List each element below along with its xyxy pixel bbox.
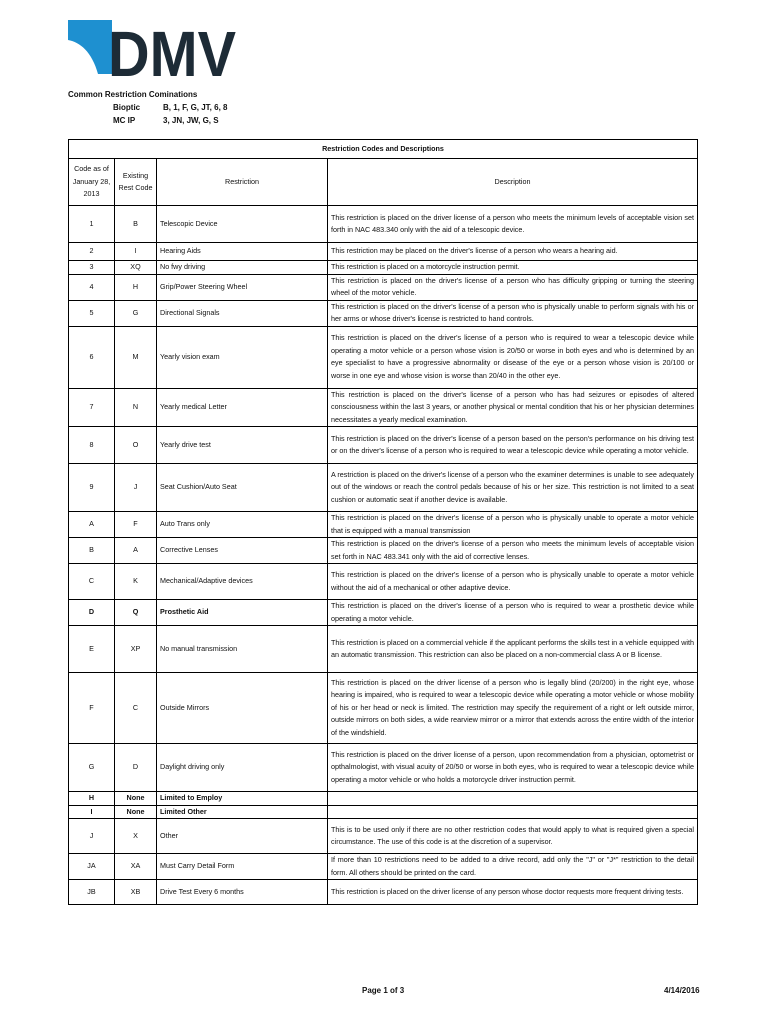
table-row <box>69 626 698 673</box>
cell-description: This restriction is placed on the driver's license of a person based on the person's performance on his driving test or on the driver's license of a person who is required to wear a telescopic device while operating a motor vehicle. <box>328 427 698 464</box>
table-row <box>69 512 698 538</box>
cell-description: If more than 10 restrictions need to be added to a drive record, add only the "J" or "J*" restriction to the detail form. All others should be printed on the card. <box>328 854 698 880</box>
cell-existing-code: K <box>115 564 157 600</box>
combination-label: Bioptic <box>113 103 141 112</box>
cell-description: This restriction is placed on a commercial vehicle if the applicant performs the skills test in a vehicle equipped with an automatic transmission. This restriction can also be placed on a non-commercial class A or B license. <box>328 626 698 673</box>
cell-description: This restriction may be placed on the driver's license of a person who wears a hearing aid. <box>328 243 698 261</box>
table-title: Restriction Codes and Descriptions <box>69 140 698 159</box>
logo-text: DMV <box>108 18 237 80</box>
cell-existing-code: O <box>115 427 157 464</box>
cell-restriction: Outside Mirrors <box>157 673 328 744</box>
cell-code: 4 <box>69 274 115 300</box>
cell-existing-code: G <box>115 300 157 326</box>
cell-existing-code: None <box>115 805 157 819</box>
cell-restriction: Directional Signals <box>157 300 328 326</box>
cell-code: 9 <box>69 464 115 512</box>
cell-description: This restriction is placed on a motorcycle instruction permit. <box>328 261 698 275</box>
header-restriction: Restriction <box>157 159 328 206</box>
table-header-row <box>69 159 698 206</box>
cell-existing-code: C <box>115 673 157 744</box>
cell-restriction: Yearly vision exam <box>157 326 328 388</box>
table-row <box>69 792 698 806</box>
table-row <box>69 854 698 880</box>
cell-restriction: Prosthetic Aid <box>157 600 328 626</box>
restriction-codes-table <box>68 139 698 905</box>
cell-restriction: Must Carry Detail Form <box>157 854 328 880</box>
cell-description: This restriction is placed on the driver license of a person, upon recommendation from a physician, optometrist or opthalmologist, with visual acuity of 20/50 or worse in both eyes, who is required to wear a telescopic device while operating a motor vehicle or who holds a motorcycle driver instruction permit. <box>328 744 698 792</box>
cell-restriction: Daylight driving only <box>157 744 328 792</box>
cell-existing-code: D <box>115 744 157 792</box>
cell-existing-code: H <box>115 274 157 300</box>
cell-description <box>328 792 698 806</box>
page-number: Page 1 of 3 <box>362 986 405 995</box>
cell-existing-code: XA <box>115 854 157 880</box>
table-row <box>69 206 698 243</box>
table-row <box>69 673 698 744</box>
cell-existing-code: F <box>115 512 157 538</box>
cell-code: F <box>69 673 115 744</box>
cell-restriction: Mechanical/Adaptive devices <box>157 564 328 600</box>
cell-description: This restriction is placed on the driver license of a person who is legally blind (20/200) in the right eye, whose hearing is impaired, who is required to wear a telescopic device while operating a motor vehicle or whose mobility of his or her head or neck is limited. The restriction may specify the requirement of a right or left outside mirror, outside mirrors on both sides, a wide rearview mirror or a mirror that extends across the entire width of the interior of the windshield. <box>328 673 698 744</box>
table-row <box>69 427 698 464</box>
logo-swoosh-icon <box>68 20 112 74</box>
cell-existing-code: Q <box>115 600 157 626</box>
cell-description: This restriction is placed on the driver's license of a person who has difficulty gripping or turning the steering wheel of the motor vehicle. <box>328 274 698 300</box>
cell-code: H <box>69 792 115 806</box>
cell-code: D <box>69 600 115 626</box>
cell-existing-code: X <box>115 819 157 854</box>
cell-existing-code: XP <box>115 626 157 673</box>
cell-code: 2 <box>69 243 115 261</box>
cell-existing-code: M <box>115 326 157 388</box>
cell-description: This restriction is placed on the driver's license of a person who is physically unable to perform signals with his or her arms or whose driver's license is restricted to hand controls. <box>328 300 698 326</box>
table-row <box>69 243 698 261</box>
cell-restriction: Yearly drive test <box>157 427 328 464</box>
table-row <box>69 388 698 427</box>
cell-restriction: Limited to Employ <box>157 792 328 806</box>
combination-value: 3, JN, JW, G, S <box>163 116 219 125</box>
header-code: Code as of January 28, 2013 <box>69 159 115 206</box>
cell-restriction: Telescopic Device <box>157 206 328 243</box>
cell-description: This restriction is placed on the driver license of a person who meets the minimum levels of acceptable vision set forth in NAC 483.340 only with the aid of a telescopic device. <box>328 206 698 243</box>
cell-code: I <box>69 805 115 819</box>
combination-label: MC IP <box>113 116 136 125</box>
cell-description: This restriction is placed on the driver's license of a person who is required to wear a prosthetic device while operating a motor vehicle. <box>328 600 698 626</box>
cell-restriction: Corrective Lenses <box>157 538 328 564</box>
cell-code: C <box>69 564 115 600</box>
cell-existing-code: A <box>115 538 157 564</box>
restriction-combinations <box>68 88 227 127</box>
cell-code: G <box>69 744 115 792</box>
table-row <box>69 819 698 854</box>
cell-description: This restriction is placed on the driver license of any person whose doctor requests more frequent driving tests. <box>328 880 698 905</box>
cell-code: 3 <box>69 261 115 275</box>
table-row <box>69 600 698 626</box>
header-existing-code: Existing Rest Code <box>115 159 157 206</box>
cell-description: This is to be used only if there are no other restriction codes that would apply to what is required given a special circumstance. The use of this code is at the discretion of a supervisor. <box>328 819 698 854</box>
table-row <box>69 564 698 600</box>
cell-restriction: Seat Cushion/Auto Seat <box>157 464 328 512</box>
cell-existing-code: N <box>115 388 157 427</box>
combination-value: B, 1, F, G, JT, 6, 8 <box>163 103 228 112</box>
cell-description: This restriction is placed on the driver's license of a person who is required to wear a telescopic device while operating a motor vehicle or a person whose vision is 20/50 or worse in both eyes and who is determined by an eye specialist to have a progressive abnormality or disease of the eye or a person whose vision is 20/100 or worse in one eye and whose vision is worse than 20/40 in the other eye. <box>328 326 698 388</box>
table-row <box>69 880 698 905</box>
cell-description: This restriction is placed on the driver's license of a person who meets the minimum levels of acceptable vision set forth in NAC 483.341 only with the aid of corrective lenses. <box>328 538 698 564</box>
table-row <box>69 538 698 564</box>
cell-restriction: Grip/Power Steering Wheel <box>157 274 328 300</box>
cell-existing-code: XB <box>115 880 157 905</box>
cell-code: JA <box>69 854 115 880</box>
cell-restriction: Auto Trans only <box>157 512 328 538</box>
cell-restriction: No manual transmission <box>157 626 328 673</box>
table-body <box>69 206 698 905</box>
table-row <box>69 274 698 300</box>
cell-restriction: Hearing Aids <box>157 243 328 261</box>
table-row <box>69 261 698 275</box>
cell-existing-code: XQ <box>115 261 157 275</box>
table-row <box>69 464 698 512</box>
cell-code: J <box>69 819 115 854</box>
cell-existing-code: J <box>115 464 157 512</box>
cell-existing-code: I <box>115 243 157 261</box>
header-description: Description <box>328 159 698 206</box>
cell-description <box>328 805 698 819</box>
dmv-logo <box>68 16 238 80</box>
cell-code: 8 <box>69 427 115 464</box>
combinations-title: Common Restriction Cominations <box>68 90 198 99</box>
table-row <box>69 744 698 792</box>
cell-restriction: Drive Test Every 6 months <box>157 880 328 905</box>
cell-code: 1 <box>69 206 115 243</box>
cell-code: 5 <box>69 300 115 326</box>
cell-code: E <box>69 626 115 673</box>
cell-restriction: Other <box>157 819 328 854</box>
cell-existing-code: B <box>115 206 157 243</box>
table-row <box>69 805 698 819</box>
cell-code: 7 <box>69 388 115 427</box>
cell-code: JB <box>69 880 115 905</box>
cell-restriction: Limited Other <box>157 805 328 819</box>
cell-code: A <box>69 512 115 538</box>
cell-description: This restriction is placed on the driver's license of a person who is physically unable to operate a motor vehicle without the aid of a mechanical or other adaptive device. <box>328 564 698 600</box>
cell-restriction: Yearly medical Letter <box>157 388 328 427</box>
cell-existing-code: None <box>115 792 157 806</box>
cell-description: This restriction is placed on the driver's license of a person who is physically unable to operate a motor vehicle that is equipped with a manual transmission <box>328 512 698 538</box>
cell-description: This restriction is placed on the driver's license of a person who has had seizures or episodes of altered consciousness within the last 3 years, or another physical or mental condition that his or her physician determines necessitates a yearly medical examination. <box>328 388 698 427</box>
print-date: 4/14/2016 <box>664 986 700 995</box>
combination-row <box>68 101 227 114</box>
table-title-row <box>69 140 698 159</box>
combination-row <box>68 114 227 127</box>
cell-restriction: No fwy driving <box>157 261 328 275</box>
cell-description: A restriction is placed on the driver's license of a person who the examiner determines is unable to see adequately out of the windows or reach the control pedals because of his or her size. This restriction is not limited to a seat cushion or automatic seat if another device is available. <box>328 464 698 512</box>
cell-code: B <box>69 538 115 564</box>
table-row <box>69 300 698 326</box>
cell-code: 6 <box>69 326 115 388</box>
table-row <box>69 326 698 388</box>
